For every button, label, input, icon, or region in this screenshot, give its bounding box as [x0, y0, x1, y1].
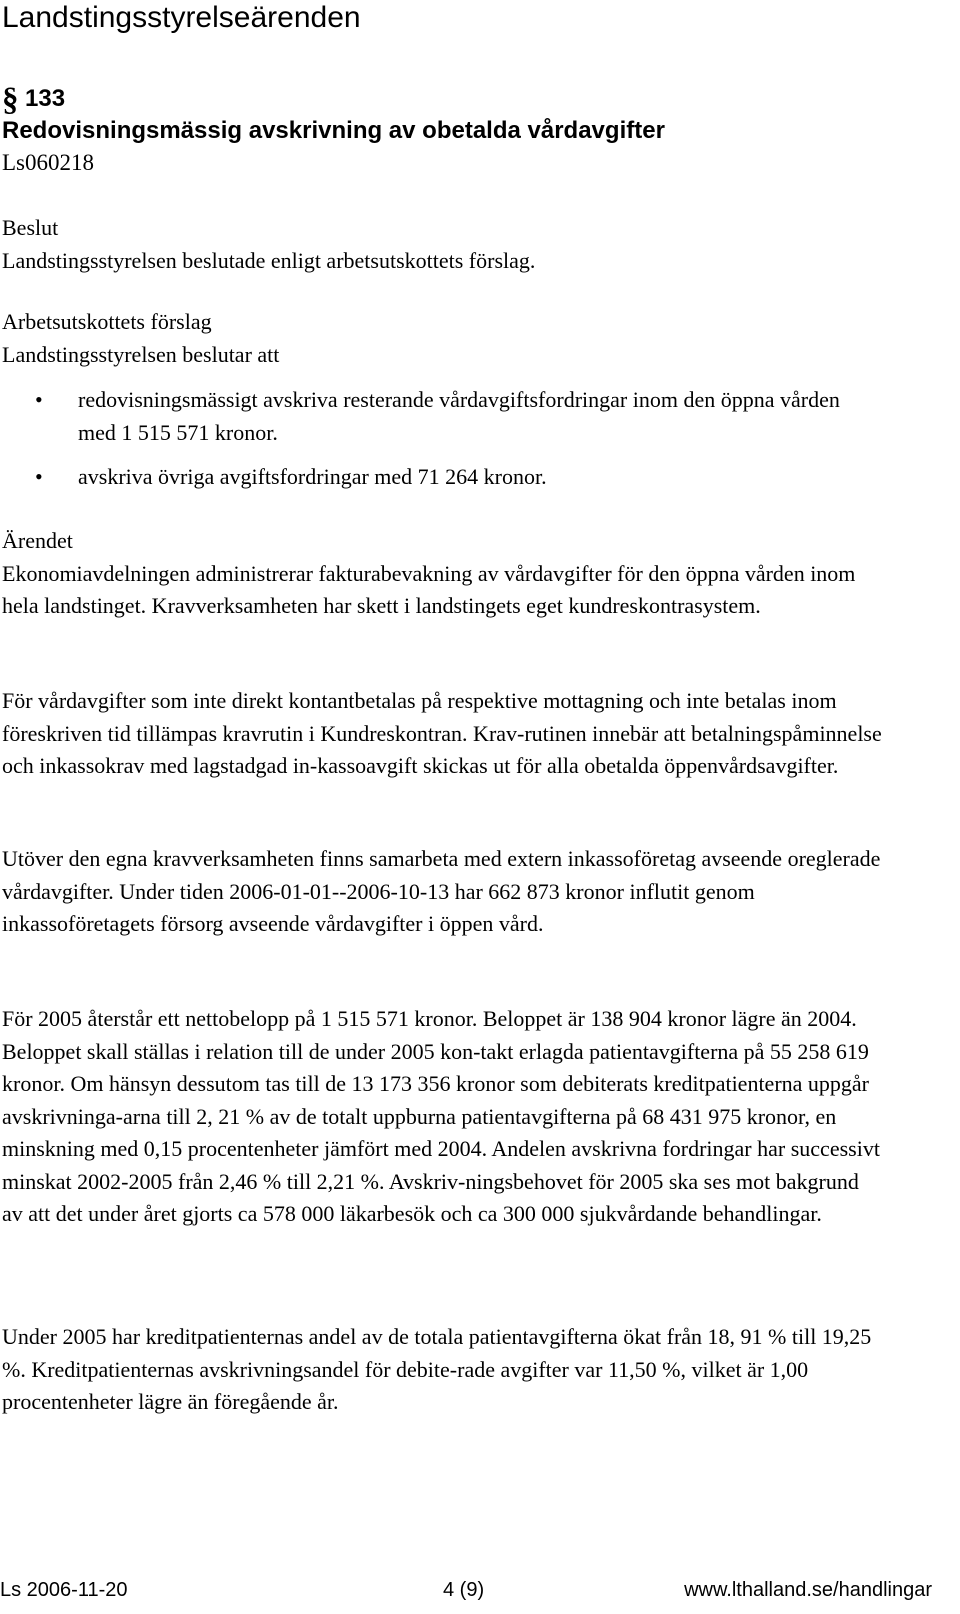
- footer-date: Ls 2006-11-20: [0, 1579, 128, 1601]
- bullet-icon: •: [35, 464, 43, 489]
- list-item: [0, 384, 880, 449]
- bullet-text: redovisningsmässigt avskriva resterande vårdavgiftsfordringar inom den öppna vården med 1 515 571 kronor.: [78, 387, 840, 445]
- matter-section-intro: [2, 525, 882, 623]
- decision-heading: Beslut: [2, 215, 59, 240]
- paragraph: För 2005 återstår ett nettobelopp på 1 515 571 kronor. Beloppet är 138 904 kronor lägre än 2004. Beloppet skall ställas i relation till de under 2005 kon-takt erlagda patientavgifterna på 55 258 619 kronor. Om hänsyn dessutom tas till de 13 173 356 kronor som debiterats kreditpatienterna uppgår avskrivninga-arna till 2, 21 % av de totalt uppburna patientavgifterna på 68 431 975 kronor, en minskning med 0,15 procentenheter jämfört med 2004. Andelen avskrivna fordringar har successivt minskat 2002-2005 från 2,46 % till 2,21 %. Avskriv-ningsbehovet för 2005 ska ses mot bakgrund av att det under året gjorts ca 578 000 läkarbesök och ca 300 000 sjukvårdande behandlingar.: [2, 1006, 880, 1226]
- page-footer: [0, 1577, 960, 1607]
- proposal-heading: Arbetsutskottets förslag: [2, 309, 212, 334]
- list-item: [0, 461, 880, 494]
- paragraph: Utöver den egna kravverksamheten finns samarbeta med extern inkassoföretag avseende oreglerade vårdavgifter. Under tiden 2006-01-01--2006-10-13 har 662 873 kronor influtit genom inkassoföretagets försorg avseende vårdavgifter i öppen vård.: [2, 846, 881, 936]
- decision-section: [2, 212, 882, 277]
- item-title: Redovisningsmässig avskrivning av obetalda vårdavgifter: [2, 117, 665, 144]
- matter-heading: Ärendet: [2, 528, 73, 553]
- item-reference: Ls060218: [2, 150, 94, 175]
- proposal-section: [2, 306, 882, 371]
- proposal-bullet-list: [0, 384, 880, 494]
- bullet-text: avskriva övriga avgiftsfordringar med 71 264 kronor.: [78, 464, 547, 489]
- page-header-title: Landstingsstyrelseärenden: [2, 1, 361, 34]
- proposal-intro: Landstingsstyrelsen beslutar att: [2, 341, 280, 367]
- footer-page-number: 4 (9): [443, 1579, 485, 1601]
- paragraph: Under 2005 har kreditpatienternas andel av de totala patientavgifterna ökat från 18, 91 % till 19,25 %. Kreditpatienternas avskrivningsandel för debite-rade avgifter var 11,50 %, vilket är 1,00 procentenheter lägre än föregående år.: [2, 1324, 872, 1414]
- footer-url: www.lthalland.se/handlingar: [684, 1579, 932, 1601]
- bullet-icon: •: [35, 387, 43, 412]
- paragraph: Ekonomiavdelningen administrerar fakturabevakning av vårdavgifter för den öppna vården inom hela landstinget. Kravverksamheten har skett i landstingets eget kundreskontrasystem.: [2, 560, 856, 618]
- decision-text: Landstingsstyrelsen beslutade enligt arbetsutskottets förslag.: [2, 247, 536, 273]
- paragraph: För vårdavgifter som inte direkt kontantbetalas på respektive mottagning och inte betalas inom föreskriven tid tillämpas kravrutin i Kundreskontran. Krav-rutinen innebär att betalningspåminnelse och inkassokrav med lagstadgad in-kassoavgift skickas ut för alla obetalda öppenvårdsavgifter.: [2, 688, 882, 778]
- item-number: 133: [25, 85, 66, 112]
- section-symbol: §: [2, 82, 19, 118]
